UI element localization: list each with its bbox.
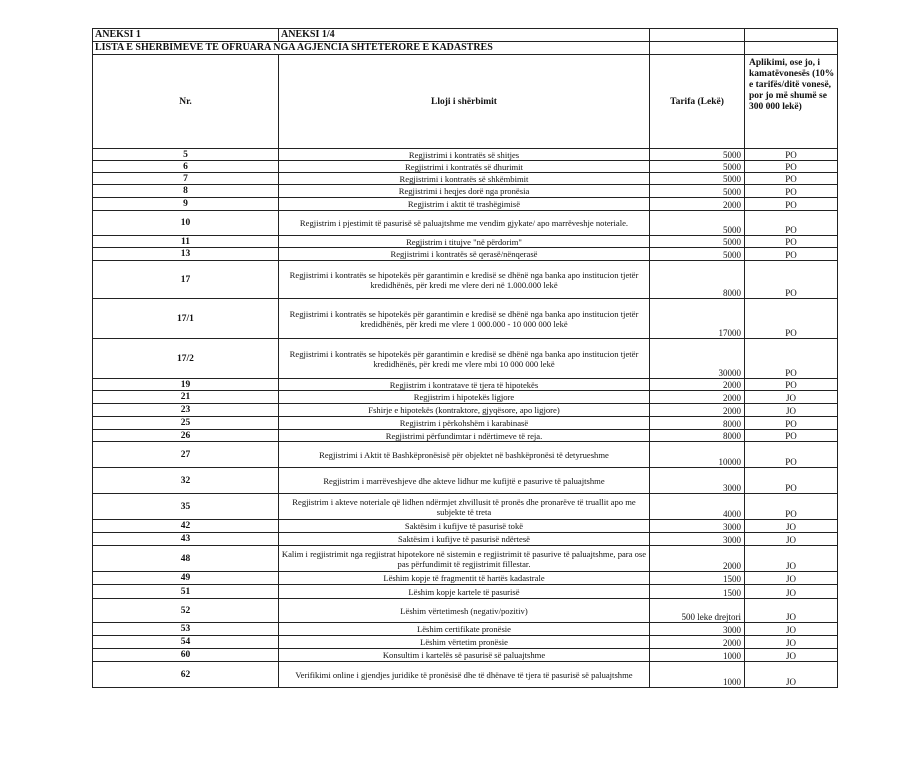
fee-amount: 10000 — [650, 442, 745, 468]
service-type: Lëshim vërtetimesh (negativ/pozitiv) — [279, 599, 650, 623]
row-number: 8 — [93, 185, 279, 198]
table-row — [93, 391, 838, 404]
late-fee-applies: JO — [745, 623, 838, 636]
table-row — [93, 198, 838, 211]
fee-amount: 17000 — [650, 299, 745, 339]
header-nr: Nr. — [93, 55, 279, 149]
late-fee-applies: JO — [745, 520, 838, 533]
table-row — [93, 533, 838, 546]
fee-amount: 5000 — [650, 149, 745, 161]
service-type: Regjistrim i përkohshëm i karabinasë — [279, 417, 650, 430]
row-number: 17/2 — [93, 339, 279, 379]
table-row — [93, 261, 838, 299]
table-row — [93, 430, 838, 442]
late-fee-applies: PO — [745, 494, 838, 520]
service-type: Kalim i regjistrimit nga regjistrat hipotekore në sistemin e regjistrimit të pasurive të paluajtshme, para ose pas përfundimit të regjistrimit fillestar. — [279, 546, 650, 572]
column-header-row — [93, 55, 838, 149]
fee-amount: 500 leke drejtori — [650, 599, 745, 623]
service-type: Regjistrim i kontratave të tjera të hipotekës — [279, 379, 650, 391]
agency-title-row — [93, 42, 838, 55]
fee-amount: 1500 — [650, 585, 745, 599]
service-type: Regjistrimi i kontratës se hipotekës për garantimin e kredisë se dhënë nga banka apo institucion tjetër kredidhënës, për kredi me vlere 1 000.000 - 10 000 000 lekë — [279, 299, 650, 339]
fee-amount: 3000 — [650, 623, 745, 636]
late-fee-applies: JO — [745, 599, 838, 623]
table-row — [93, 442, 838, 468]
table-row — [93, 520, 838, 533]
row-number: 10 — [93, 211, 279, 236]
fee-amount: 8000 — [650, 261, 745, 299]
late-fee-applies: JO — [745, 649, 838, 662]
row-number: 42 — [93, 520, 279, 533]
late-fee-applies: JO — [745, 391, 838, 404]
late-fee-applies: JO — [745, 585, 838, 599]
table-row — [93, 662, 838, 688]
fee-amount: 2000 — [650, 379, 745, 391]
table-row — [93, 248, 838, 261]
late-fee-applies: JO — [745, 572, 838, 585]
table-row — [93, 404, 838, 417]
fee-amount: 5000 — [650, 211, 745, 236]
service-type: Regjistrim i akteve noteriale që lidhen ndërmjet zhvillusit të pronës dhe pronarëve të truallit apo me subjekte të treta — [279, 494, 650, 520]
row-number: 25 — [93, 417, 279, 430]
service-type: Lëshim certifikate pronësie — [279, 623, 650, 636]
table-row — [93, 149, 838, 161]
row-number: 62 — [93, 662, 279, 688]
late-fee-applies: PO — [745, 236, 838, 248]
row-number: 17 — [93, 261, 279, 299]
fee-amount: 5000 — [650, 161, 745, 173]
fee-amount: 2000 — [650, 198, 745, 211]
header-fee: Tarifa (Lekë) — [650, 55, 745, 149]
services-table-body — [93, 29, 838, 688]
agency-empty-cell — [650, 42, 745, 55]
fee-amount: 1000 — [650, 662, 745, 688]
late-fee-applies: PO — [745, 430, 838, 442]
row-number: 11 — [93, 236, 279, 248]
agency-empty-cell — [745, 42, 838, 55]
table-row — [93, 161, 838, 173]
service-type: Regjistrim i titujve "në përdorim" — [279, 236, 650, 248]
fee-amount: 2000 — [650, 546, 745, 572]
row-number: 48 — [93, 546, 279, 572]
fee-amount: 5000 — [650, 173, 745, 185]
fee-amount: 1000 — [650, 649, 745, 662]
row-number: 19 — [93, 379, 279, 391]
row-number: 7 — [93, 173, 279, 185]
fee-amount: 30000 — [650, 339, 745, 379]
table-row — [93, 468, 838, 494]
service-type: Fshirje e hipotekës (kontraktore, gjyqësore, apo ligjore) — [279, 404, 650, 417]
service-type: Regjistrimi i kontratës se hipotekës për garantimin e kredisë se dhënë nga banka apo institucion tjetër kredidhënës, për kredi me vlere deri në 1.000.000 lekë — [279, 261, 650, 299]
row-number: 13 — [93, 248, 279, 261]
fee-amount: 5000 — [650, 185, 745, 198]
service-type: Regjistrimi i Aktit të Bashkëpronësisë për objektet në bashkëpronësi të detyrueshme — [279, 442, 650, 468]
services-table — [92, 28, 838, 688]
service-type: Regjistrim i hipotekës ligjore — [279, 391, 650, 404]
service-type: Regjistrimi i kontratës së dhurimit — [279, 161, 650, 173]
late-fee-applies: PO — [745, 261, 838, 299]
agency-title: LISTA E SHERBIMEVE TE OFRUARA NGA AGJENCIA SHTETERORE E KADASTRES — [93, 42, 650, 55]
row-number: 51 — [93, 585, 279, 599]
late-fee-applies: PO — [745, 198, 838, 211]
table-row — [93, 339, 838, 379]
table-row — [93, 236, 838, 248]
late-fee-applies: PO — [745, 299, 838, 339]
row-number: 6 — [93, 161, 279, 173]
table-row — [93, 417, 838, 430]
service-type: Regjistrimi përfundimtar i ndërtimeve të reja. — [279, 430, 650, 442]
late-fee-applies: PO — [745, 417, 838, 430]
annex-row — [93, 29, 838, 42]
row-number: 49 — [93, 572, 279, 585]
fee-amount: 3000 — [650, 520, 745, 533]
row-number: 43 — [93, 533, 279, 546]
table-row — [93, 211, 838, 236]
service-type: Saktësim i kufijve të pasurisë tokë — [279, 520, 650, 533]
table-row — [93, 585, 838, 599]
annex-number: ANEKSI 1/4 — [279, 29, 650, 42]
row-number: 21 — [93, 391, 279, 404]
row-number: 23 — [93, 404, 279, 417]
late-fee-applies: PO — [745, 339, 838, 379]
late-fee-applies: JO — [745, 533, 838, 546]
fee-amount: 2000 — [650, 391, 745, 404]
fee-amount: 8000 — [650, 417, 745, 430]
fee-amount: 1500 — [650, 572, 745, 585]
fee-amount: 3000 — [650, 468, 745, 494]
fee-amount: 4000 — [650, 494, 745, 520]
late-fee-applies: PO — [745, 379, 838, 391]
table-row — [93, 185, 838, 198]
service-type: Verifikimi online i gjendjes juridike të pronësisë dhe të dhënave të tjera të pasurisë së paluajtshme — [279, 662, 650, 688]
table-row — [93, 299, 838, 339]
fee-amount: 2000 — [650, 636, 745, 649]
service-type: Regjistrim i marrëveshjeve dhe akteve lidhur me kufijtë e pasurive të paluajtshme — [279, 468, 650, 494]
annex-empty-cell — [650, 29, 745, 42]
table-row — [93, 599, 838, 623]
row-number: 9 — [93, 198, 279, 211]
service-type: Regjistrimi i kontratës së qerasë/nënqerasë — [279, 248, 650, 261]
service-type: Lëshim kopje të fragmentit të hartës kadastrale — [279, 572, 650, 585]
row-number: 54 — [93, 636, 279, 649]
late-fee-applies: PO — [745, 248, 838, 261]
fee-amount: 5000 — [650, 236, 745, 248]
row-number: 17/1 — [93, 299, 279, 339]
late-fee-applies: JO — [745, 546, 838, 572]
table-row — [93, 636, 838, 649]
header-service-type: Lloji i shërbimit — [279, 55, 650, 149]
annex-empty-cell — [745, 29, 838, 42]
late-fee-applies: PO — [745, 468, 838, 494]
service-type: Konsultim i kartelës së pasurisë së paluajtshme — [279, 649, 650, 662]
service-type: Saktësim i kufijve të pasurisë ndërtesë — [279, 533, 650, 546]
row-number: 5 — [93, 149, 279, 161]
late-fee-applies: PO — [745, 149, 838, 161]
late-fee-applies: PO — [745, 442, 838, 468]
row-number: 35 — [93, 494, 279, 520]
table-row — [93, 494, 838, 520]
service-type: Regjistrimi i kontratës së shkëmbimit — [279, 173, 650, 185]
service-type: Regjistrim i aktit të trashëgimisë — [279, 198, 650, 211]
late-fee-applies: PO — [745, 161, 838, 173]
header-late-fee-applies: Aplikimi, ose jo, i kamatëvonesës (10% e tarifës/ditë vonesë, por jo më shumë se 300 000 lekë) — [745, 55, 838, 149]
service-type: Regjistrim i pjestimit të pasurisë së paluajtshme me vendim gjykate/ apo marrëveshje noteriale. — [279, 211, 650, 236]
annex-label: ANEKSI 1 — [93, 29, 279, 42]
row-number: 26 — [93, 430, 279, 442]
row-number: 52 — [93, 599, 279, 623]
late-fee-applies: PO — [745, 173, 838, 185]
row-number: 32 — [93, 468, 279, 494]
late-fee-applies: PO — [745, 185, 838, 198]
table-row — [93, 173, 838, 185]
late-fee-applies: JO — [745, 636, 838, 649]
late-fee-applies: PO — [745, 211, 838, 236]
table-row — [93, 623, 838, 636]
service-type: Lëshim kopje kartele të pasurisë — [279, 585, 650, 599]
table-row — [93, 572, 838, 585]
fee-amount: 3000 — [650, 533, 745, 546]
service-type: Regjistrimi i kontratës se hipotekës për garantimin e kredisë se dhënë nga banka apo institucion tjetër kredidhënës, për kredi me vlere mbi 10 000 000 lekë — [279, 339, 650, 379]
service-type: Regjistrimi i kontratës së shitjes — [279, 149, 650, 161]
fee-amount: 8000 — [650, 430, 745, 442]
row-number: 60 — [93, 649, 279, 662]
late-fee-applies: JO — [745, 404, 838, 417]
fee-amount: 5000 — [650, 248, 745, 261]
service-type: Regjistrimi i heqjes dorë nga pronësia — [279, 185, 650, 198]
table-row — [93, 649, 838, 662]
fee-amount: 2000 — [650, 404, 745, 417]
late-fee-applies: JO — [745, 662, 838, 688]
row-number: 53 — [93, 623, 279, 636]
table-row — [93, 379, 838, 391]
service-type: Lëshim vërtetim pronësie — [279, 636, 650, 649]
table-row — [93, 546, 838, 572]
row-number: 27 — [93, 442, 279, 468]
